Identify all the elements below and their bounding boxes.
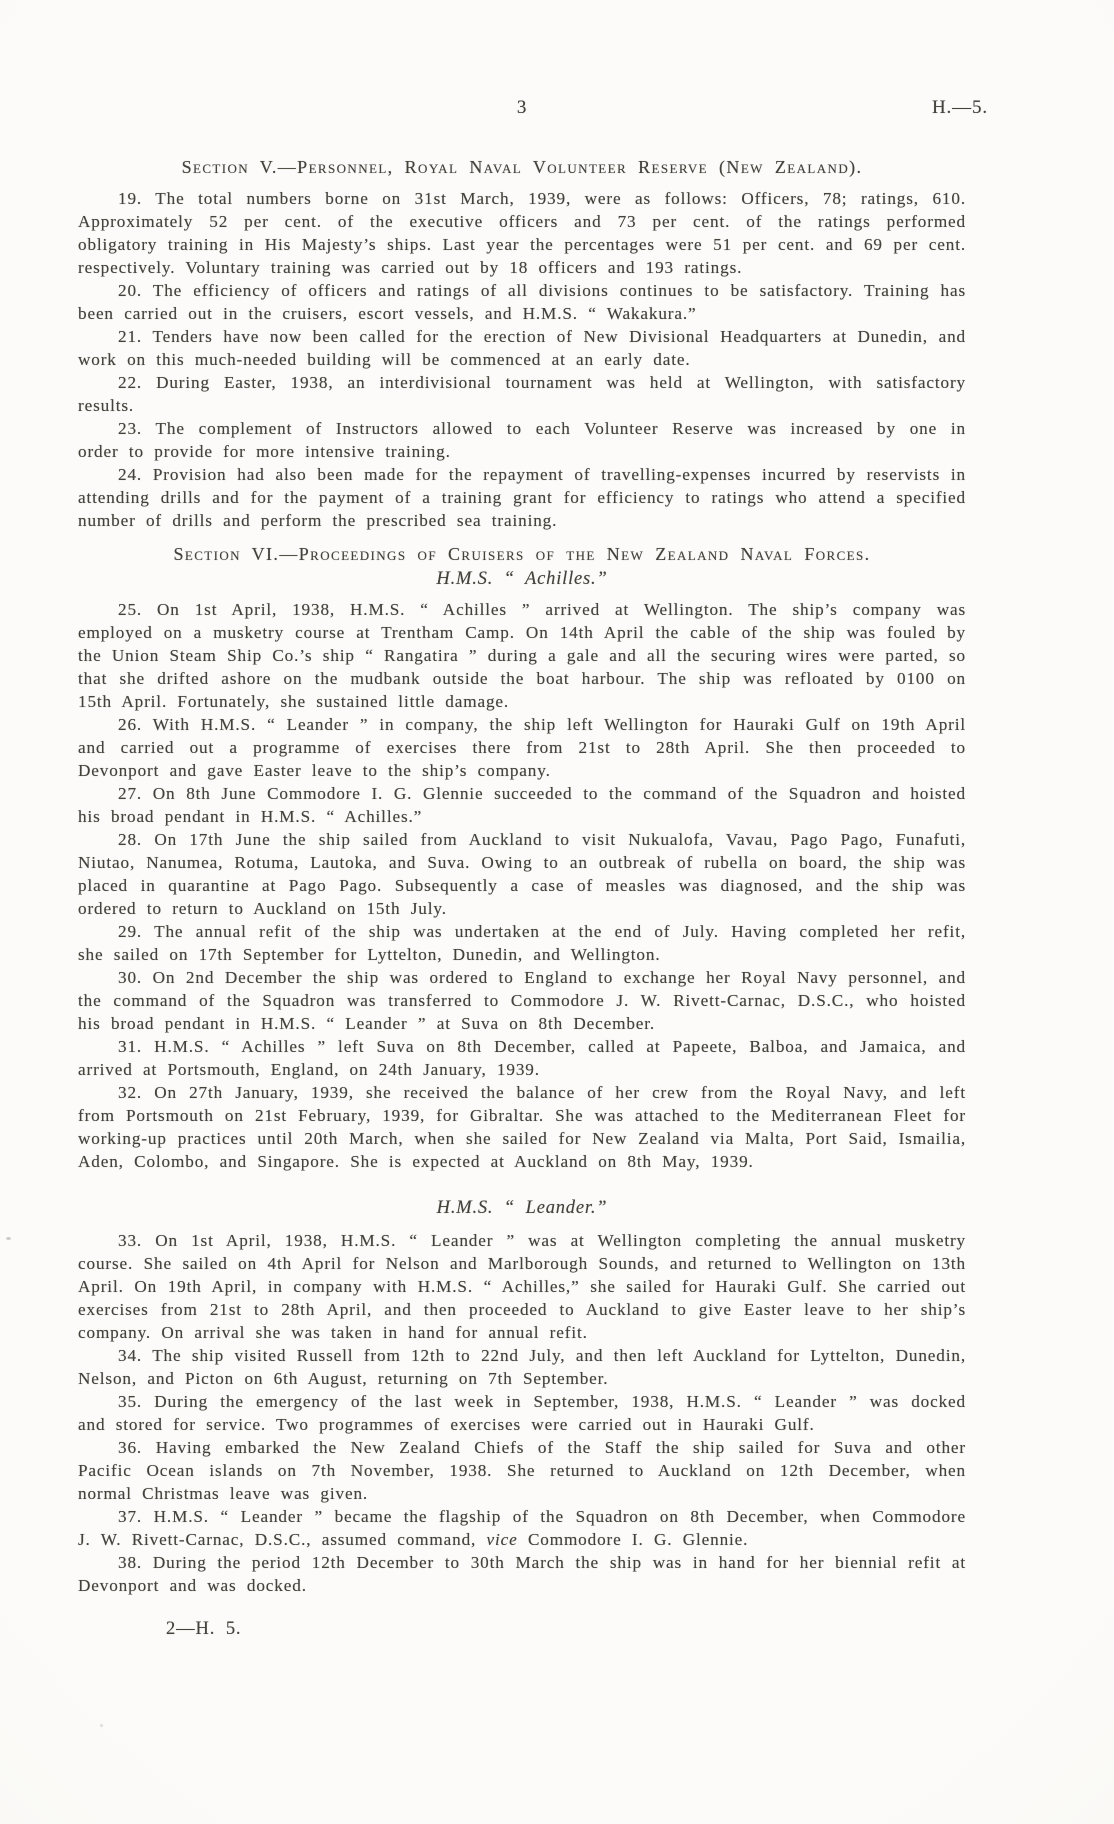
paragraph-38: 38. During the period 12th December to 30th March the ship was in hand for her biennial refit at Devonport and was docked. bbox=[78, 1553, 966, 1595]
paragraph-31: 31. H.M.S. “ Achilles ” left Suva on 8th December, called at Papeete, Balboa, and Jamaica, and arrived at Portsmouth, England, on 24th January, 1939. bbox=[78, 1037, 966, 1079]
footer-signature: 2—H. 5. bbox=[166, 1619, 242, 1639]
paragraph-27: 27. On 8th June Commodore I. G. Glennie succeeded to the command of the Squadron and hoisted his broad pendant in H.M.S. “ Achilles.” bbox=[78, 784, 966, 826]
section-vi-heading: Section VI.—Proceedings of Cruisers of the New Zealand Naval Forces. bbox=[173, 544, 871, 564]
paragraph-26: 26. With H.M.S. “ Leander ” in company, the ship left Wellington for Hauraki Gulf on 19th April and carried out a programme of exercises there from 21st to 28th April. She then proceeded to Devonport and gave Easter leave to the ship’s company. bbox=[78, 715, 966, 780]
paragraph-25: 25. On 1st April, 1938, H.M.S. “ Achilles ” arrived at Wellington. The ship’s company was employed on a musketry course at Trentham Camp. On 14th April the cable of the ship was fouled by the Union Steam Ship Co.’s ship “ Rangatira ” during a gale and all the securing wires were parted, so that she drifted ashore on the mudbank outside the boat harbour. The ship was refloated by 0100 on 15th April. Fortunately, she sustained little damage. bbox=[78, 600, 966, 711]
paragraph-36: 36. Having embarked the New Zealand Chiefs of the Staff the ship sailed for Suva and other Pacific Ocean islands on 7th November, 1938. She returned to Auckland on 12th December, when normal Christmas leave was given. bbox=[78, 1438, 966, 1503]
paragraph-35: 35. During the emergency of the last week in September, 1938, H.M.S. “ Leander ” was docked and stored for service. Two programmes of exercises were carried out in Hauraki Gulf. bbox=[78, 1392, 966, 1434]
page-number: 3 bbox=[516, 97, 528, 118]
paragraph-37 bbox=[78, 1505, 966, 1551]
paragraph-37-text-cont: Commodore I. G. Glennie. bbox=[517, 1530, 749, 1549]
scan-artifact bbox=[100, 1724, 103, 1727]
paragraph-21: 21. Tenders have now been called for the erection of New Divisional Headquarters at Dunedin, and work on this much-needed building will be commenced at an early date. bbox=[78, 327, 966, 369]
paragraph-34: 34. The ship visited Russell from 12th to 22nd July, and then left Auckland for Lyttelton, Dunedin, Nelson, and Picton on 6th August, returning on 7th September. bbox=[78, 1346, 966, 1388]
section-v-heading: Section V.—Personnel, Royal Naval Volunteer Reserve (New Zealand). bbox=[181, 157, 863, 177]
paragraph-23: 23. The complement of Instructors allowed to each Volunteer Reserve was increased by one in order to provide for more intensive training. bbox=[78, 419, 966, 461]
paragraph-28: 28. On 17th June the ship sailed from Auckland to visit Nukualofa, Vavau, Pago Pago, Funafuti, Niutao, Nanumea, Rotuma, Lautoka, and Suva. Owing to an outbreak of rubella on board, the ship was placed in quarantine at Pago Pago. Subsequently a case of measles was diagnosed, and the ship was ordered to return to Auckland on 15th July. bbox=[78, 830, 966, 918]
scan-artifact bbox=[6, 1237, 11, 1240]
achilles-subheading: H.M.S. “ Achilles.” bbox=[436, 569, 608, 589]
paragraph-19: 19. The total numbers borne on 31st March, 1939, were as follows: Officers, 78; ratings, 610. Approximately 52 per cent. of the executive officers and 73 per cent. of the ratings performed obligatory training in His Majesty’s ships. Last year the percentages were 51 per cent. and 69 per cent. respectively. Voluntary training was carried out by 18 officers and 193 ratings. bbox=[78, 189, 966, 277]
paragraph-24: 24. Provision had also been made for the repayment of travelling-expenses incurred by reservists in attending drills and for the payment of a training grant for efficiency to ratings who attend a specified number of drills and perform the prescribed sea training. bbox=[78, 465, 966, 530]
paragraph-29: 29. The annual refit of the ship was undertaken at the end of July. Having completed her refit, she sailed on 17th September for Lyttelton, Dunedin, and Wellington. bbox=[78, 922, 966, 964]
paragraph-33: 33. On 1st April, 1938, H.M.S. “ Leander ” was at Wellington completing the annual musketry course. She sailed on 4th April for Nelson and Marlborough Sounds, and returned to Wellington on 13th April. On 19th April, in company with H.M.S. “ Achilles,” she sailed for Hauraki Gulf. She carried out exercises from 21st to 28th April, and then proceeded to Auckland to give Easter leave to her ship’s company. On arrival she was taken in hand for annual refit. bbox=[78, 1231, 966, 1342]
paragraph-37-text: 37. H.M.S. “ Leander ” became the flagship of the Squadron on 8th December, when Commodore J. W. Rivett-Carnac, D.S.C., assumed command, bbox=[78, 1507, 966, 1549]
paragraph-30: 30. On 2nd December the ship was ordered to England to exchange her Royal Navy personnel, and the command of the Squadron was transferred to Commodore J. W. Rivett-Carnac, D.S.C., who hoisted his broad pendant in H.M.S. “ Leander ” at Suva on 8th December. bbox=[78, 968, 966, 1033]
document-reference: H.—5. bbox=[931, 97, 988, 118]
leander-subheading: H.M.S. “ Leander.” bbox=[436, 1198, 608, 1218]
page-content bbox=[78, 96, 988, 1641]
vice-latin-term: vice bbox=[486, 1530, 518, 1549]
page-header bbox=[78, 96, 988, 122]
paragraph-22: 22. During Easter, 1938, an interdivisional tournament was held at Wellington, with satisfactory results. bbox=[78, 373, 966, 415]
paragraph-20: 20. The efficiency of officers and ratings of all divisions continues to be satisfactory. Training has been carried out in the cruisers, escort vessels, and H.M.S. “ Wakakura.” bbox=[78, 281, 966, 323]
paragraph-32: 32. On 27th January, 1939, she received the balance of her crew from the Royal Navy, and left from Portsmouth on 21st February, 1939, for Gibraltar. She was attached to the Mediterranean Fleet for working-up practices until 20th March, when she sailed for New Zealand via Malta, Port Said, Ismailia, Aden, Colombo, and Singapore. She is expected at Auckland on 8th May, 1939. bbox=[78, 1083, 966, 1171]
